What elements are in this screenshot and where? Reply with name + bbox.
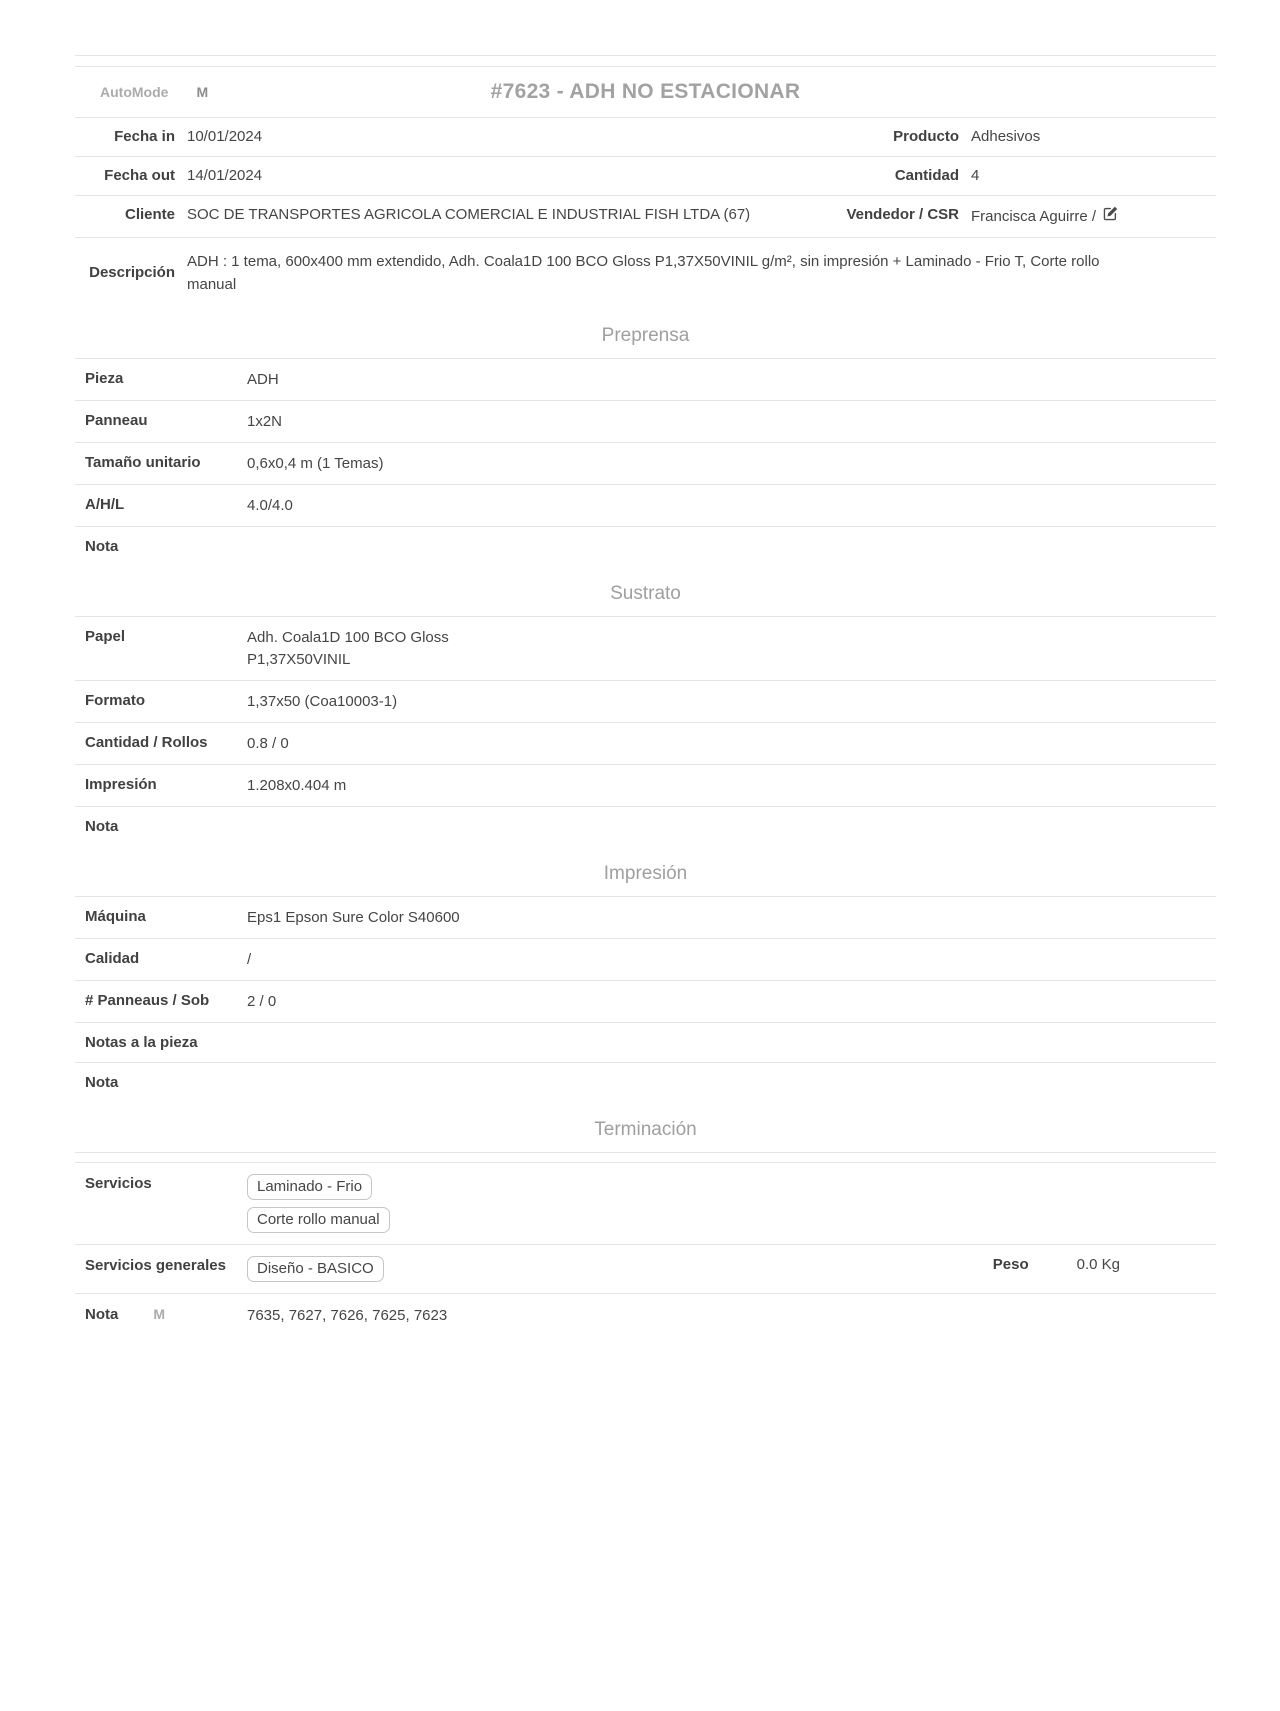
servicios-generales-row [75,1244,1216,1293]
producto-label: Producto [893,128,959,145]
nota-flag: M [153,1306,166,1322]
nota-row [75,1293,1216,1338]
servicios-chips [247,1174,390,1233]
header-row-cliente [75,195,1216,237]
row-value: Adh. Coala1D 100 BCO Gloss P1,37X50VINIL [247,629,449,668]
fecha-out-label: Fecha out [104,167,175,184]
fecha-out-value: 14/01/2024 [187,167,263,184]
cliente-value: SOC DE TRANSPORTES AGRICOLA COMERCIAL E INDUSTRIAL FISH LTDA (67) [187,206,751,223]
descripcion-label: Descripción [89,264,175,281]
table-row [75,680,1216,722]
table-row [75,722,1216,764]
peso-value: 0.0 Kg [1076,1256,1120,1273]
row-label: Nota [85,538,119,555]
section-title-terminacion: Terminación [594,1119,697,1140]
page-title: #7623 - ADH NO ESTACIONAR [490,80,801,103]
table-row [75,484,1216,526]
header-row-fecha-in [75,117,1216,156]
row-value: 4.0/4.0 [247,497,293,514]
row-value: 1.208x0.404 m [247,777,347,794]
descripcion-value: ADH : 1 tema, 600x400 mm extendido, Adh. Coala1D 100 BCO Gloss P1,37X50VINIL g/m², sin impresión + Laminado - Frio T, Corte rollo manual [187,253,1100,293]
cliente-label: Cliente [124,206,175,223]
row-value: 1x2N [247,413,283,430]
row-label: Impresión [85,776,157,793]
row-value: ADH [247,371,279,388]
automode-label: AutoMode [100,84,169,100]
row-label: # Panneaus / Sob [85,992,210,1009]
table-row [75,400,1216,442]
table-row [75,1022,1216,1062]
section-title-sustrato: Sustrato [610,583,681,604]
automode-value: M [196,84,209,100]
top-divider [75,55,1216,56]
table-row [75,442,1216,484]
table-row [75,806,1216,846]
peso-label: Peso [992,1256,1029,1273]
table-row [75,526,1216,566]
servicios-generales-label: Servicios generales [85,1257,226,1274]
fecha-in-value: 10/01/2024 [187,128,263,145]
servicio-general-chip: Diseño - BASICO [247,1256,384,1282]
row-label: Nota [85,818,119,835]
servicios-generales-chips [247,1256,384,1282]
servicios-label: Servicios [85,1175,152,1192]
row-value: 2 / 0 [247,993,277,1010]
header-row-descripcion [75,237,1216,308]
servicios-row [75,1162,1216,1244]
row-value: 0.8 / 0 [247,735,289,752]
table-row [75,896,1216,938]
peso-group [993,1256,1216,1273]
row-label: Papel [85,628,126,645]
table-row [75,1062,1216,1102]
row-label: Tamaño unitario [85,454,201,471]
vendedor-csr-label: Vendedor / CSR [846,206,959,223]
table-row [75,616,1216,680]
row-label: Máquina [85,908,146,925]
cantidad-value: 4 [971,167,980,184]
nota-value: 7635, 7627, 7626, 7625, 7623 [247,1307,448,1324]
row-label: Cantidad / Rollos [85,734,208,751]
header-row-fecha-out [75,156,1216,195]
table-row [75,358,1216,400]
vendedor-csr-value: Francisca Aguirre / [971,207,1097,225]
row-label: Notas a la pieza [85,1034,198,1051]
table-row [75,938,1216,980]
producto-value: Adhesivos [971,128,1041,145]
title-band [75,66,1216,117]
job-ticket [75,55,1216,1338]
fecha-in-label: Fecha in [114,128,175,145]
row-label: Panneau [85,412,148,429]
cantidad-label: Cantidad [894,167,959,184]
section-title-impresion: Impresión [603,863,688,884]
terminacion-divider [75,1152,1216,1153]
row-value: / [247,951,252,968]
row-value: 1,37x50 (Coa10003-1) [247,693,398,710]
table-row [75,764,1216,806]
table-row [75,980,1216,1022]
row-label: A/H/L [85,496,125,513]
row-label: Nota [85,1074,119,1091]
row-label: Calidad [85,950,140,967]
nota-label: Nota [85,1306,119,1323]
row-label: Pieza [85,370,124,387]
servicio-chip: Corte rollo manual [247,1207,390,1233]
edit-icon[interactable] [1102,205,1119,228]
row-label: Formato [85,692,145,709]
row-value: 0,6x0,4 m (1 Temas) [247,455,384,472]
row-value: Eps1 Epson Sure Color S40600 [247,909,460,926]
servicio-chip: Laminado - Frio [247,1174,372,1200]
section-title-preprensa: Preprensa [601,325,690,346]
